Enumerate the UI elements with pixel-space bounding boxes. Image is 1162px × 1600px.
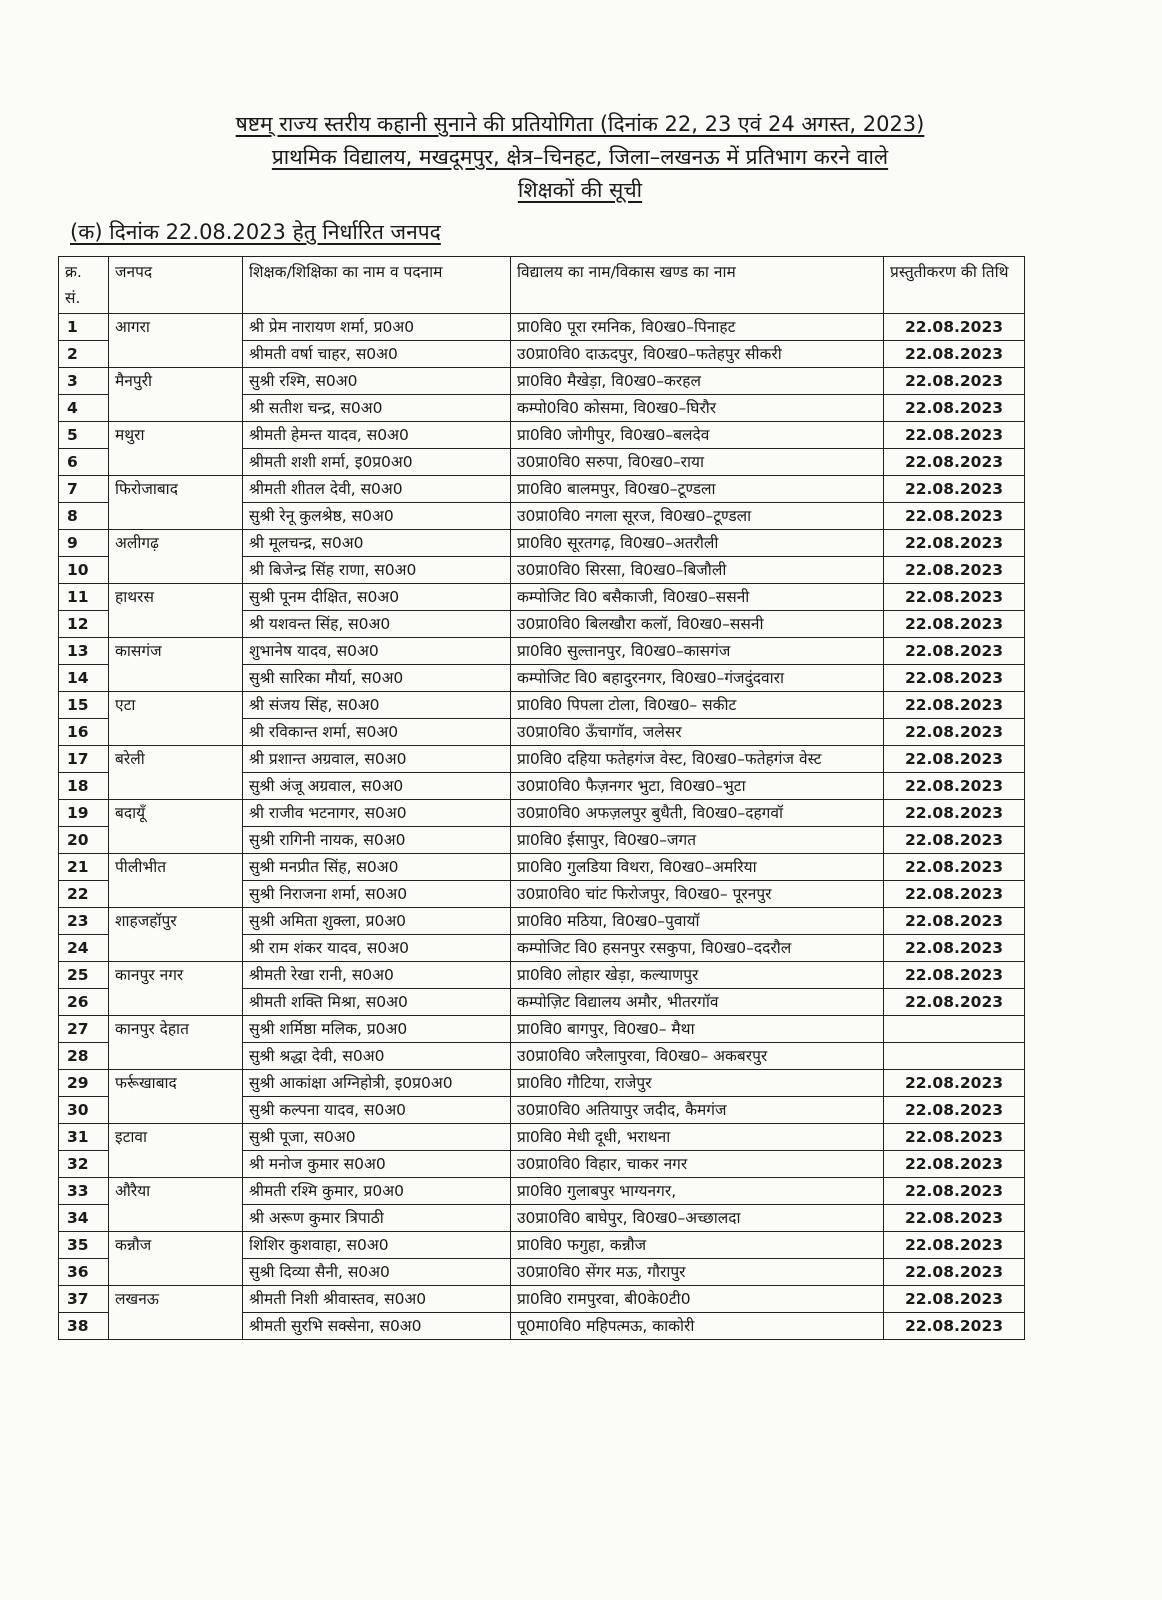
cell-teacher: श्री राजीव भटनागर, स0अ0 (243, 800, 511, 827)
cell-date: 22.08.2023 (884, 1286, 1025, 1313)
cell-date (884, 1016, 1025, 1043)
table-row (59, 1070, 1025, 1097)
cell-teacher: श्री अरूण कुमार त्रिपाठी (243, 1205, 511, 1232)
cell-date: 22.08.2023 (884, 476, 1025, 503)
cell-teacher: श्री बिजेन्द्र सिंह राणा, स0अ0 (243, 557, 511, 584)
cell-date: 22.08.2023 (884, 881, 1025, 908)
cell-teacher: सुश्री रेनू कुलश्रेष्ठ, स0अ0 (243, 503, 511, 530)
cell-teacher: सुश्री दिव्या सैनी, स0अ0 (243, 1259, 511, 1286)
cell-district: मथुरा (109, 422, 243, 476)
header-date: प्रस्तुतीकरण की तिथि (884, 257, 1025, 314)
cell-teacher: सुश्री मनप्रीत सिंह, स0अ0 (243, 854, 511, 881)
cell-serial: 7 (59, 476, 109, 503)
cell-school: उ0प्रा0वि0 विहार, चाकर नगर (511, 1151, 884, 1178)
cell-school: प्रा0वि0 लोहार खेड़ा, कल्याणपुर (511, 962, 884, 989)
cell-teacher: श्रीमती शीतल देवी, स0अ0 (243, 476, 511, 503)
cell-date: 22.08.2023 (884, 611, 1025, 638)
table-row (59, 692, 1025, 719)
cell-school: प्रा0वि0 बालमपुर, वि0ख0–टूण्डला (511, 476, 884, 503)
cell-school: उ0प्रा0वि0 सिरसा, वि0ख0–बिजौली (511, 557, 884, 584)
header-serial: क्र. सं. (59, 257, 109, 314)
cell-date (884, 1043, 1025, 1070)
cell-district: एटा (109, 692, 243, 746)
cell-teacher: सुश्री रागिनी नायक, स0अ0 (243, 827, 511, 854)
cell-teacher: श्री यशवन्त सिंह, स0अ0 (243, 611, 511, 638)
cell-school: उ0प्रा0वि0 अतियापुर जदीद, कैमगंज (511, 1097, 884, 1124)
cell-date: 22.08.2023 (884, 1205, 1025, 1232)
cell-teacher: श्रीमती वर्षा चाहर, स0अ0 (243, 341, 511, 368)
cell-date: 22.08.2023 (884, 1232, 1025, 1259)
cell-serial: 25 (59, 962, 109, 989)
cell-school: कम्पोजिट वि0 हसनपुर रसकुपा, वि0ख0–ददरौल (511, 935, 884, 962)
cell-teacher: श्रीमती रेखा रानी, स0अ0 (243, 962, 511, 989)
cell-date: 22.08.2023 (884, 854, 1025, 881)
cell-date: 22.08.2023 (884, 665, 1025, 692)
cell-school: उ0प्रा0वि0 चांट फिरोजपुर, वि0ख0– पूरनपुर (511, 881, 884, 908)
cell-serial: 37 (59, 1286, 109, 1313)
cell-date: 22.08.2023 (884, 1097, 1025, 1124)
cell-date: 22.08.2023 (884, 314, 1025, 341)
cell-teacher: श्रीमती शक्ति मिश्रा, स0अ0 (243, 989, 511, 1016)
table-header-row (59, 257, 1025, 314)
cell-serial: 10 (59, 557, 109, 584)
cell-serial: 35 (59, 1232, 109, 1259)
cell-school: प्रा0वि0 पिपला टोला, वि0ख0– सकीट (511, 692, 884, 719)
header-teacher: शिक्षक/शिक्षिका का नाम व पदनाम (243, 257, 511, 314)
cell-serial: 24 (59, 935, 109, 962)
cell-district: मैनपुरी (109, 368, 243, 422)
cell-district: कानपुर नगर (109, 962, 243, 1016)
cell-school: कम्पोज़िट विद्यालय अमौर, भीतरगॉव (511, 989, 884, 1016)
cell-serial: 12 (59, 611, 109, 638)
cell-school: उ0प्रा0वि0 दाऊदपुर, वि0ख0–फतेहपुर सीकरी (511, 341, 884, 368)
cell-date: 22.08.2023 (884, 989, 1025, 1016)
cell-serial: 16 (59, 719, 109, 746)
cell-school: प्रा0वि0 रामपुरवा, बी0के0टी0 (511, 1286, 884, 1313)
cell-date: 22.08.2023 (884, 341, 1025, 368)
header-school: विद्यालय का नाम/विकास खण्ड का नाम (511, 257, 884, 314)
cell-school: उ0प्रा0वि0 अफज़लपुर बुधैती, वि0ख0–दहगवॉ (511, 800, 884, 827)
table-row (59, 962, 1025, 989)
cell-school: उ0प्रा0वि0 जरैलापुरवा, वि0ख0– अकबरपुर (511, 1043, 884, 1070)
section-subheading: (क) दिनांक 22.08.2023 हेतु निर्धारित जनपद (70, 220, 441, 244)
header-district: जनपद (109, 257, 243, 314)
cell-teacher: सुश्री श्रद्धा देवी, स0अ0 (243, 1043, 511, 1070)
cell-school: प्रा0वि0 गुलडिया विथरा, वि0ख0–अमरिया (511, 854, 884, 881)
cell-teacher: सुश्री शर्मिष्ठा मलिक, प्र0अ0 (243, 1016, 511, 1043)
cell-serial: 11 (59, 584, 109, 611)
cell-teacher: श्री संजय सिंह, स0अ0 (243, 692, 511, 719)
cell-date: 22.08.2023 (884, 827, 1025, 854)
cell-date: 22.08.2023 (884, 503, 1025, 530)
cell-school: कम्पो0वि0 कोसमा, वि0ख0–घिरौर (511, 395, 884, 422)
cell-date: 22.08.2023 (884, 962, 1025, 989)
cell-school: प्रा0वि0 मैखेड़ा, वि0ख0–करहल (511, 368, 884, 395)
cell-serial: 4 (59, 395, 109, 422)
cell-serial: 22 (59, 881, 109, 908)
table-row (59, 1016, 1025, 1043)
table-row (59, 746, 1025, 773)
cell-district: फर्रूखाबाद (109, 1070, 243, 1124)
heading-line-3: शिक्षकों की सूची (517, 178, 643, 202)
cell-teacher: श्री प्रेम नारायण शर्मा, प्र0अ0 (243, 314, 511, 341)
cell-teacher: श्री प्रशान्त अग्रवाल, स0अ0 (243, 746, 511, 773)
cell-serial: 23 (59, 908, 109, 935)
table-row (59, 584, 1025, 611)
cell-teacher: सुश्री निराजना शर्मा, स0अ0 (243, 881, 511, 908)
cell-school: प्रा0वि0 दहिया फतेहगंज वेस्ट, वि0ख0–फतेहगंज वेस्ट (511, 746, 884, 773)
cell-district: कासगंज (109, 638, 243, 692)
cell-serial: 3 (59, 368, 109, 395)
cell-school: उ0प्रा0वि0 सरुपा, वि0ख0–राया (511, 449, 884, 476)
cell-serial: 20 (59, 827, 109, 854)
cell-date: 22.08.2023 (884, 935, 1025, 962)
cell-date: 22.08.2023 (884, 638, 1025, 665)
cell-serial: 18 (59, 773, 109, 800)
cell-school: उ0प्रा0वि0 बाघेपुर, वि0ख0–अच्छालदा (511, 1205, 884, 1232)
cell-date: 22.08.2023 (884, 800, 1025, 827)
cell-teacher: सुश्री सारिका मौर्या, स0अ0 (243, 665, 511, 692)
cell-serial: 29 (59, 1070, 109, 1097)
cell-serial: 31 (59, 1124, 109, 1151)
table-row (59, 1124, 1025, 1151)
cell-teacher: श्री सतीश चन्द्र, स0अ0 (243, 395, 511, 422)
cell-teacher: शिशिर कुशवाहा, स0अ0 (243, 1232, 511, 1259)
cell-school: कम्पोजिट वि0 बहादुरनगर, वि0ख0–गंजदुंदवारा (511, 665, 884, 692)
document-heading (70, 108, 1090, 207)
cell-district: अलीगढ़ (109, 530, 243, 584)
cell-date: 22.08.2023 (884, 1124, 1025, 1151)
cell-teacher: सुश्री पूजा, स0अ0 (243, 1124, 511, 1151)
cell-teacher: सुश्री अमिता शुक्ला, प्र0अ0 (243, 908, 511, 935)
cell-district: शाहजहॉपुर (109, 908, 243, 962)
cell-serial: 13 (59, 638, 109, 665)
heading-line-2: प्राथमिक विद्यालय, मखदूमपुर, क्षेत्र–चिनहट, जिला–लखनऊ में प्रतिभाग करने वाले (271, 145, 889, 169)
cell-serial: 9 (59, 530, 109, 557)
cell-school: पू0मा0वि0 महिपत्मऊ, काकोरी (511, 1313, 884, 1340)
cell-serial: 15 (59, 692, 109, 719)
cell-teacher: श्रीमती निशी श्रीवास्तव, स0अ0 (243, 1286, 511, 1313)
cell-school: उ0प्रा0वि0 सेंगर मऊ, गौरापुर (511, 1259, 884, 1286)
cell-teacher: सुश्री पूनम दीक्षित, स0अ0 (243, 584, 511, 611)
cell-school: कम्पोजिट वि0 बसैकाजी, वि0ख0–ससनी (511, 584, 884, 611)
table-row (59, 476, 1025, 503)
cell-school: प्रा0वि0 सुल्तानपुर, वि0ख0–कासगंज (511, 638, 884, 665)
cell-district: औरैया (109, 1178, 243, 1232)
cell-teacher: श्रीमती हेमन्त यादव, स0अ0 (243, 422, 511, 449)
cell-teacher: सुश्री आकांक्षा अग्निहोत्री, इ0प्र0अ0 (243, 1070, 511, 1097)
cell-date: 22.08.2023 (884, 1259, 1025, 1286)
cell-teacher: शुभानेष यादव, स0अ0 (243, 638, 511, 665)
cell-serial: 28 (59, 1043, 109, 1070)
cell-district: फिरोजाबाद (109, 476, 243, 530)
cell-date: 22.08.2023 (884, 395, 1025, 422)
cell-teacher: श्री मनोज कुमार स0अ0 (243, 1151, 511, 1178)
cell-district: लखनऊ (109, 1286, 243, 1340)
cell-school: उ0प्रा0वि0 फैज़नगर भुटा, वि0ख0–भुटा (511, 773, 884, 800)
cell-serial: 17 (59, 746, 109, 773)
cell-school: उ0प्रा0वि0 बिलखौरा कलॉ, वि0ख0–ससनी (511, 611, 884, 638)
cell-school: प्रा0वि0 फगुहा, कन्नौज (511, 1232, 884, 1259)
cell-serial: 27 (59, 1016, 109, 1043)
table-row (59, 1232, 1025, 1259)
cell-school: प्रा0वि0 बागपुर, वि0ख0– मैथा (511, 1016, 884, 1043)
table-row (59, 530, 1025, 557)
table-row (59, 800, 1025, 827)
cell-school: उ0प्रा0वि0 ऊँचागॉव, जलेसर (511, 719, 884, 746)
cell-school: प्रा0वि0 सूरतगढ़, वि0ख0–अतरौली (511, 530, 884, 557)
cell-date: 22.08.2023 (884, 422, 1025, 449)
cell-date: 22.08.2023 (884, 530, 1025, 557)
cell-date: 22.08.2023 (884, 773, 1025, 800)
cell-teacher: श्रीमती सुरभि सक्सेना, स0अ0 (243, 1313, 511, 1340)
cell-serial: 30 (59, 1097, 109, 1124)
cell-school: प्रा0वि0 पूरा रमनिक, वि0ख0–पिनाहट (511, 314, 884, 341)
cell-serial: 19 (59, 800, 109, 827)
cell-school: प्रा0वि0 मेधी दूधी, भराथना (511, 1124, 884, 1151)
table-row (59, 368, 1025, 395)
cell-teacher: श्री राम शंकर यादव, स0अ0 (243, 935, 511, 962)
cell-date: 22.08.2023 (884, 719, 1025, 746)
cell-serial: 34 (59, 1205, 109, 1232)
cell-teacher: सुश्री रश्मि, स0अ0 (243, 368, 511, 395)
cell-date: 22.08.2023 (884, 1070, 1025, 1097)
cell-teacher: श्रीमती शशी शर्मा, इ0प्र0अ0 (243, 449, 511, 476)
table-row (59, 908, 1025, 935)
cell-date: 22.08.2023 (884, 557, 1025, 584)
cell-district: कन्नौज (109, 1232, 243, 1286)
cell-district: बरेली (109, 746, 243, 800)
cell-date: 22.08.2023 (884, 449, 1025, 476)
table-row (59, 1286, 1025, 1313)
cell-district: आगरा (109, 314, 243, 368)
cell-date: 22.08.2023 (884, 1313, 1025, 1340)
cell-district: इटावा (109, 1124, 243, 1178)
cell-date: 22.08.2023 (884, 692, 1025, 719)
cell-serial: 6 (59, 449, 109, 476)
cell-serial: 36 (59, 1259, 109, 1286)
cell-date: 22.08.2023 (884, 368, 1025, 395)
cell-district: हाथरस (109, 584, 243, 638)
cell-date: 22.08.2023 (884, 1178, 1025, 1205)
cell-serial: 14 (59, 665, 109, 692)
cell-school: प्रा0वि0 गुलाबपुर भाग्यनगर, (511, 1178, 884, 1205)
cell-school: प्रा0वि0 ईसापुर, वि0ख0–जगत (511, 827, 884, 854)
cell-teacher: श्री मूलचन्द्र, स0अ0 (243, 530, 511, 557)
table-row (59, 854, 1025, 881)
cell-date: 22.08.2023 (884, 746, 1025, 773)
cell-district: बदायूँ (109, 800, 243, 854)
cell-district: कानपुर देहात (109, 1016, 243, 1070)
cell-school: प्रा0वि0 गौटिया, राजेपुर (511, 1070, 884, 1097)
participants-table (58, 256, 1025, 1340)
table-row (59, 422, 1025, 449)
cell-serial: 26 (59, 989, 109, 1016)
table-row (59, 638, 1025, 665)
cell-date: 22.08.2023 (884, 1151, 1025, 1178)
cell-serial: 8 (59, 503, 109, 530)
cell-serial: 21 (59, 854, 109, 881)
cell-serial: 2 (59, 341, 109, 368)
cell-school: प्रा0वि0 मठिया, वि0ख0–पुवायॉ (511, 908, 884, 935)
cell-teacher: सुश्री कल्पना यादव, स0अ0 (243, 1097, 511, 1124)
table-row (59, 1178, 1025, 1205)
table-row (59, 314, 1025, 341)
cell-school: उ0प्रा0वि0 नगला सूरज, वि0ख0–टूण्डला (511, 503, 884, 530)
cell-school: प्रा0वि0 जोगीपुर, वि0ख0–बलदेव (511, 422, 884, 449)
cell-teacher: श्रीमती रश्मि कुमार, प्र0अ0 (243, 1178, 511, 1205)
cell-serial: 1 (59, 314, 109, 341)
cell-serial: 38 (59, 1313, 109, 1340)
cell-teacher: श्री रविकान्त शर्मा, स0अ0 (243, 719, 511, 746)
cell-teacher: सुश्री अंजू अग्रवाल, स0अ0 (243, 773, 511, 800)
cell-serial: 5 (59, 422, 109, 449)
cell-district: पीलीभीत (109, 854, 243, 908)
cell-serial: 32 (59, 1151, 109, 1178)
cell-serial: 33 (59, 1178, 109, 1205)
cell-date: 22.08.2023 (884, 584, 1025, 611)
heading-line-1: षष्टम् राज्य स्तरीय कहानी सुनाने की प्रतियोगिता (दिनांक 22, 23 एवं 24 अगस्त, 2023) (235, 112, 925, 136)
cell-date: 22.08.2023 (884, 908, 1025, 935)
